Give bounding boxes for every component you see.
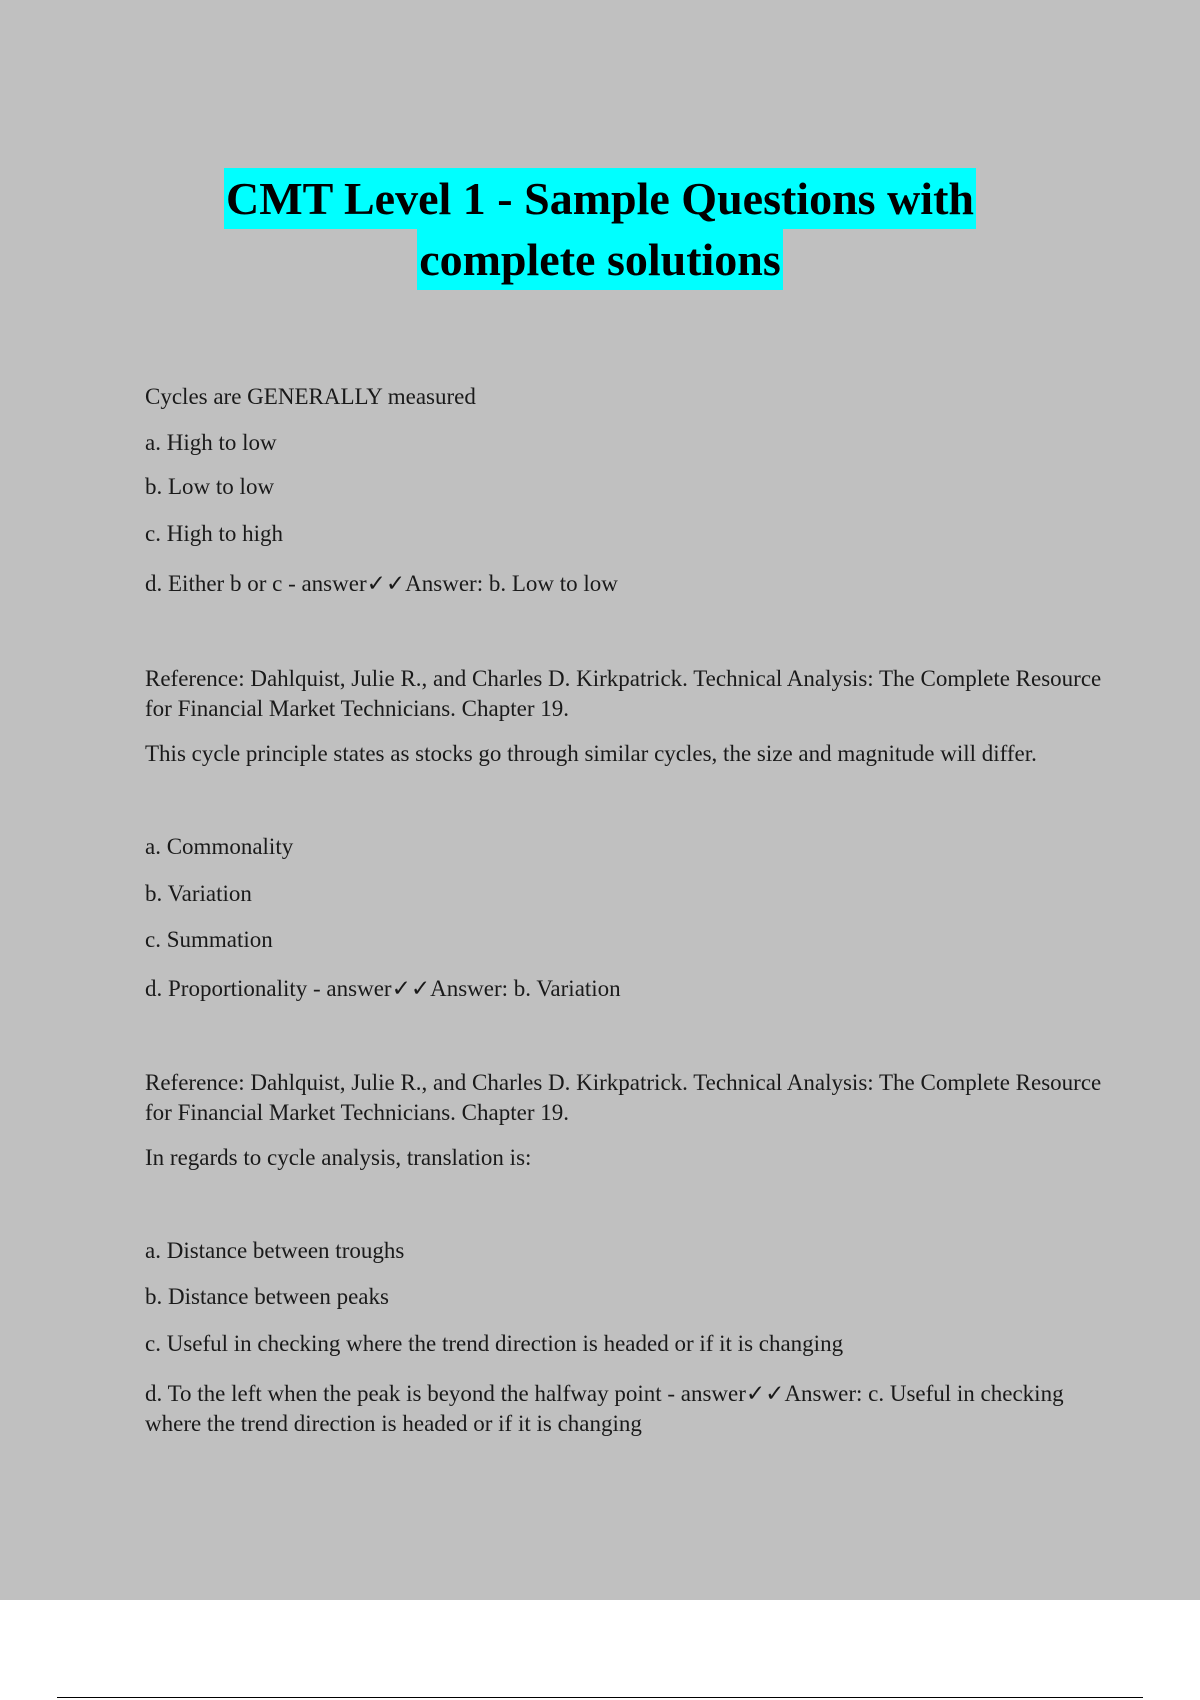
question-1-prompt: Cycles are GENERALLY measured <box>145 384 476 409</box>
question-1-option-b: b. Low to low <box>145 474 275 499</box>
question-3-option-c: c. Useful in checking where the trend direction is headed or if it is changing <box>145 1331 844 1356</box>
question-2-option-c: c. Summation <box>145 927 273 952</box>
title-line-2: complete solutions <box>417 229 783 290</box>
title-line-1: CMT Level 1 - Sample Questions with <box>224 168 976 229</box>
question-2-option-b: b. Variation <box>145 881 252 906</box>
question-3-option-d-answer: d. To the left when the peak is beyond the halfway point - answer✓✓Answer: c. Useful in checking where the trend direction is headed or if it is changing <box>145 1381 1064 1436</box>
document-title <box>0 168 1200 290</box>
question-2-option-d-answer: d. Proportionality - answer✓✓Answer: b. Variation <box>145 976 621 1001</box>
question-2-reference: Reference: Dahlquist, Julie R., and Charles D. Kirkpatrick. Technical Analysis: The Complete Resource for Financial Market Technicians. Chapter 19. <box>145 1070 1102 1125</box>
question-3-prompt: In regards to cycle analysis, translation is: <box>145 1145 532 1170</box>
question-2-prompt: This cycle principle states as stocks go through similar cycles, the size and magnitude will differ. <box>145 741 1037 766</box>
question-3-option-a: a. Distance between troughs <box>145 1238 405 1263</box>
question-1-option-d-answer: d. Either b or c - answer✓✓Answer: b. Low to low <box>145 571 618 596</box>
question-1-option-a: a. High to low <box>145 430 277 455</box>
footer-rule <box>57 1697 1143 1698</box>
question-2-option-a: a. Commonality <box>145 834 294 859</box>
question-1-option-c: c. High to high <box>145 521 283 546</box>
question-1-reference: Reference: Dahlquist, Julie R., and Charles D. Kirkpatrick. Technical Analysis: The Complete Resource for Financial Market Technicians. Chapter 19. <box>145 666 1102 721</box>
question-3-option-b: b. Distance between peaks <box>145 1284 389 1309</box>
